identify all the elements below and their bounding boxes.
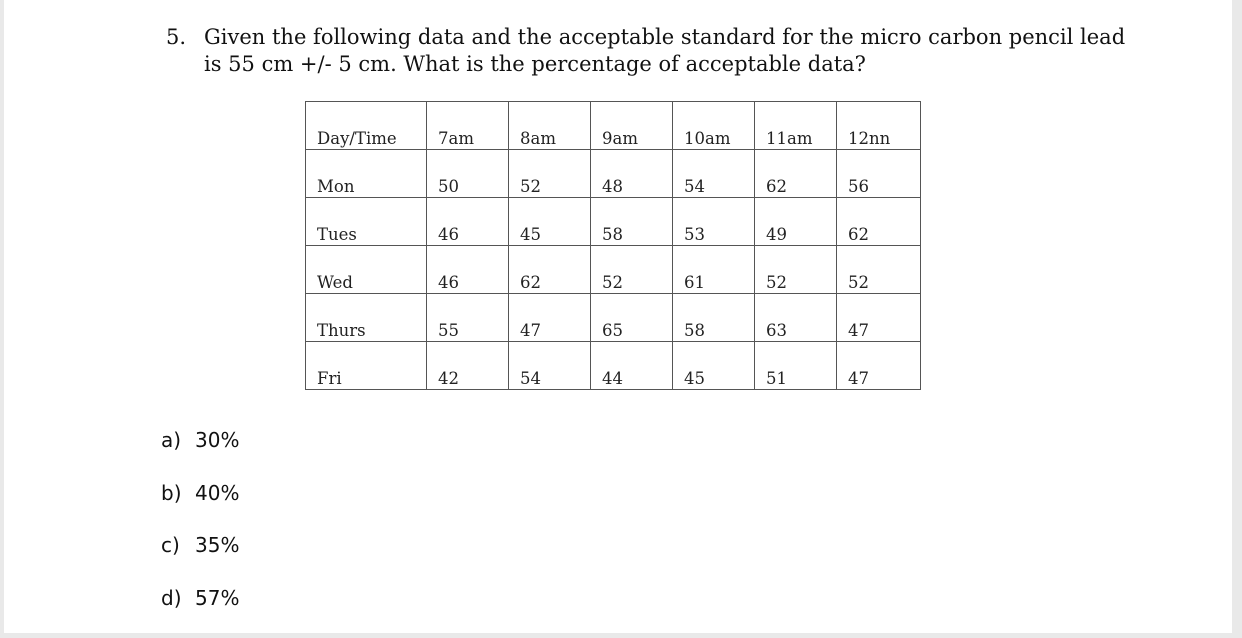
table-cell: 65 bbox=[591, 294, 673, 342]
question-text-line1: Given the following data and the acceptable standard for the micro carbon pencil lead bbox=[204, 25, 1125, 49]
table-row bbox=[306, 150, 921, 198]
table-header-row bbox=[306, 102, 921, 150]
option-text: 30% bbox=[195, 428, 239, 452]
table-header-cell: 9am bbox=[591, 102, 673, 150]
table-cell: 51 bbox=[755, 342, 837, 390]
option-text: 40% bbox=[195, 481, 239, 505]
table-cell: 54 bbox=[509, 342, 591, 390]
row-label-cell: Tues bbox=[306, 198, 427, 246]
data-table bbox=[305, 101, 921, 390]
table-cell: 61 bbox=[673, 246, 755, 294]
table-cell: 49 bbox=[755, 198, 837, 246]
table-header-cell: 8am bbox=[509, 102, 591, 150]
table-header-cell: Day/Time bbox=[306, 102, 427, 150]
table-cell: 62 bbox=[755, 150, 837, 198]
row-label-cell: Mon bbox=[306, 150, 427, 198]
row-label-cell: Thurs bbox=[306, 294, 427, 342]
option-letter: b) bbox=[161, 481, 195, 505]
table-cell: 52 bbox=[591, 246, 673, 294]
option-text: 35% bbox=[195, 533, 239, 557]
table-cell: 50 bbox=[427, 150, 509, 198]
answer-option[interactable] bbox=[161, 428, 239, 481]
table-cell: 48 bbox=[591, 150, 673, 198]
table-cell: 53 bbox=[673, 198, 755, 246]
table-cell: 52 bbox=[755, 246, 837, 294]
answer-option[interactable] bbox=[161, 533, 239, 586]
table-cell: 55 bbox=[427, 294, 509, 342]
answer-options bbox=[161, 428, 239, 638]
row-label-cell: Wed bbox=[306, 246, 427, 294]
table-cell: 52 bbox=[837, 246, 921, 294]
table-cell: 54 bbox=[673, 150, 755, 198]
table-cell: 45 bbox=[509, 198, 591, 246]
table-cell: 45 bbox=[673, 342, 755, 390]
table-header-cell: 7am bbox=[427, 102, 509, 150]
table-row bbox=[306, 198, 921, 246]
table-cell: 46 bbox=[427, 246, 509, 294]
table-cell: 44 bbox=[591, 342, 673, 390]
answer-option[interactable] bbox=[161, 586, 239, 638]
option-text: 57% bbox=[195, 586, 239, 610]
table-cell: 56 bbox=[837, 150, 921, 198]
table-cell: 62 bbox=[837, 198, 921, 246]
answer-option[interactable] bbox=[161, 481, 239, 534]
table-cell: 52 bbox=[509, 150, 591, 198]
table-row bbox=[306, 294, 921, 342]
table-header-cell: 10am bbox=[673, 102, 755, 150]
option-letter: a) bbox=[161, 428, 195, 452]
table-cell: 47 bbox=[509, 294, 591, 342]
table-row bbox=[306, 342, 921, 390]
question-number: 5. bbox=[166, 24, 204, 51]
question bbox=[166, 24, 1125, 78]
table-cell: 42 bbox=[427, 342, 509, 390]
option-letter: d) bbox=[161, 586, 195, 610]
table-header-cell: 12nn bbox=[837, 102, 921, 150]
table-cell: 47 bbox=[837, 294, 921, 342]
option-letter: c) bbox=[161, 533, 195, 557]
table-cell: 58 bbox=[591, 198, 673, 246]
table-cell: 58 bbox=[673, 294, 755, 342]
table-cell: 62 bbox=[509, 246, 591, 294]
table-cell: 63 bbox=[755, 294, 837, 342]
question-text-line2: is 55 cm +/- 5 cm. What is the percentage of acceptable data? bbox=[166, 51, 1125, 78]
table-cell: 46 bbox=[427, 198, 509, 246]
table-header-cell: 11am bbox=[755, 102, 837, 150]
table-cell: 47 bbox=[837, 342, 921, 390]
row-label-cell: Fri bbox=[306, 342, 427, 390]
table-row bbox=[306, 246, 921, 294]
